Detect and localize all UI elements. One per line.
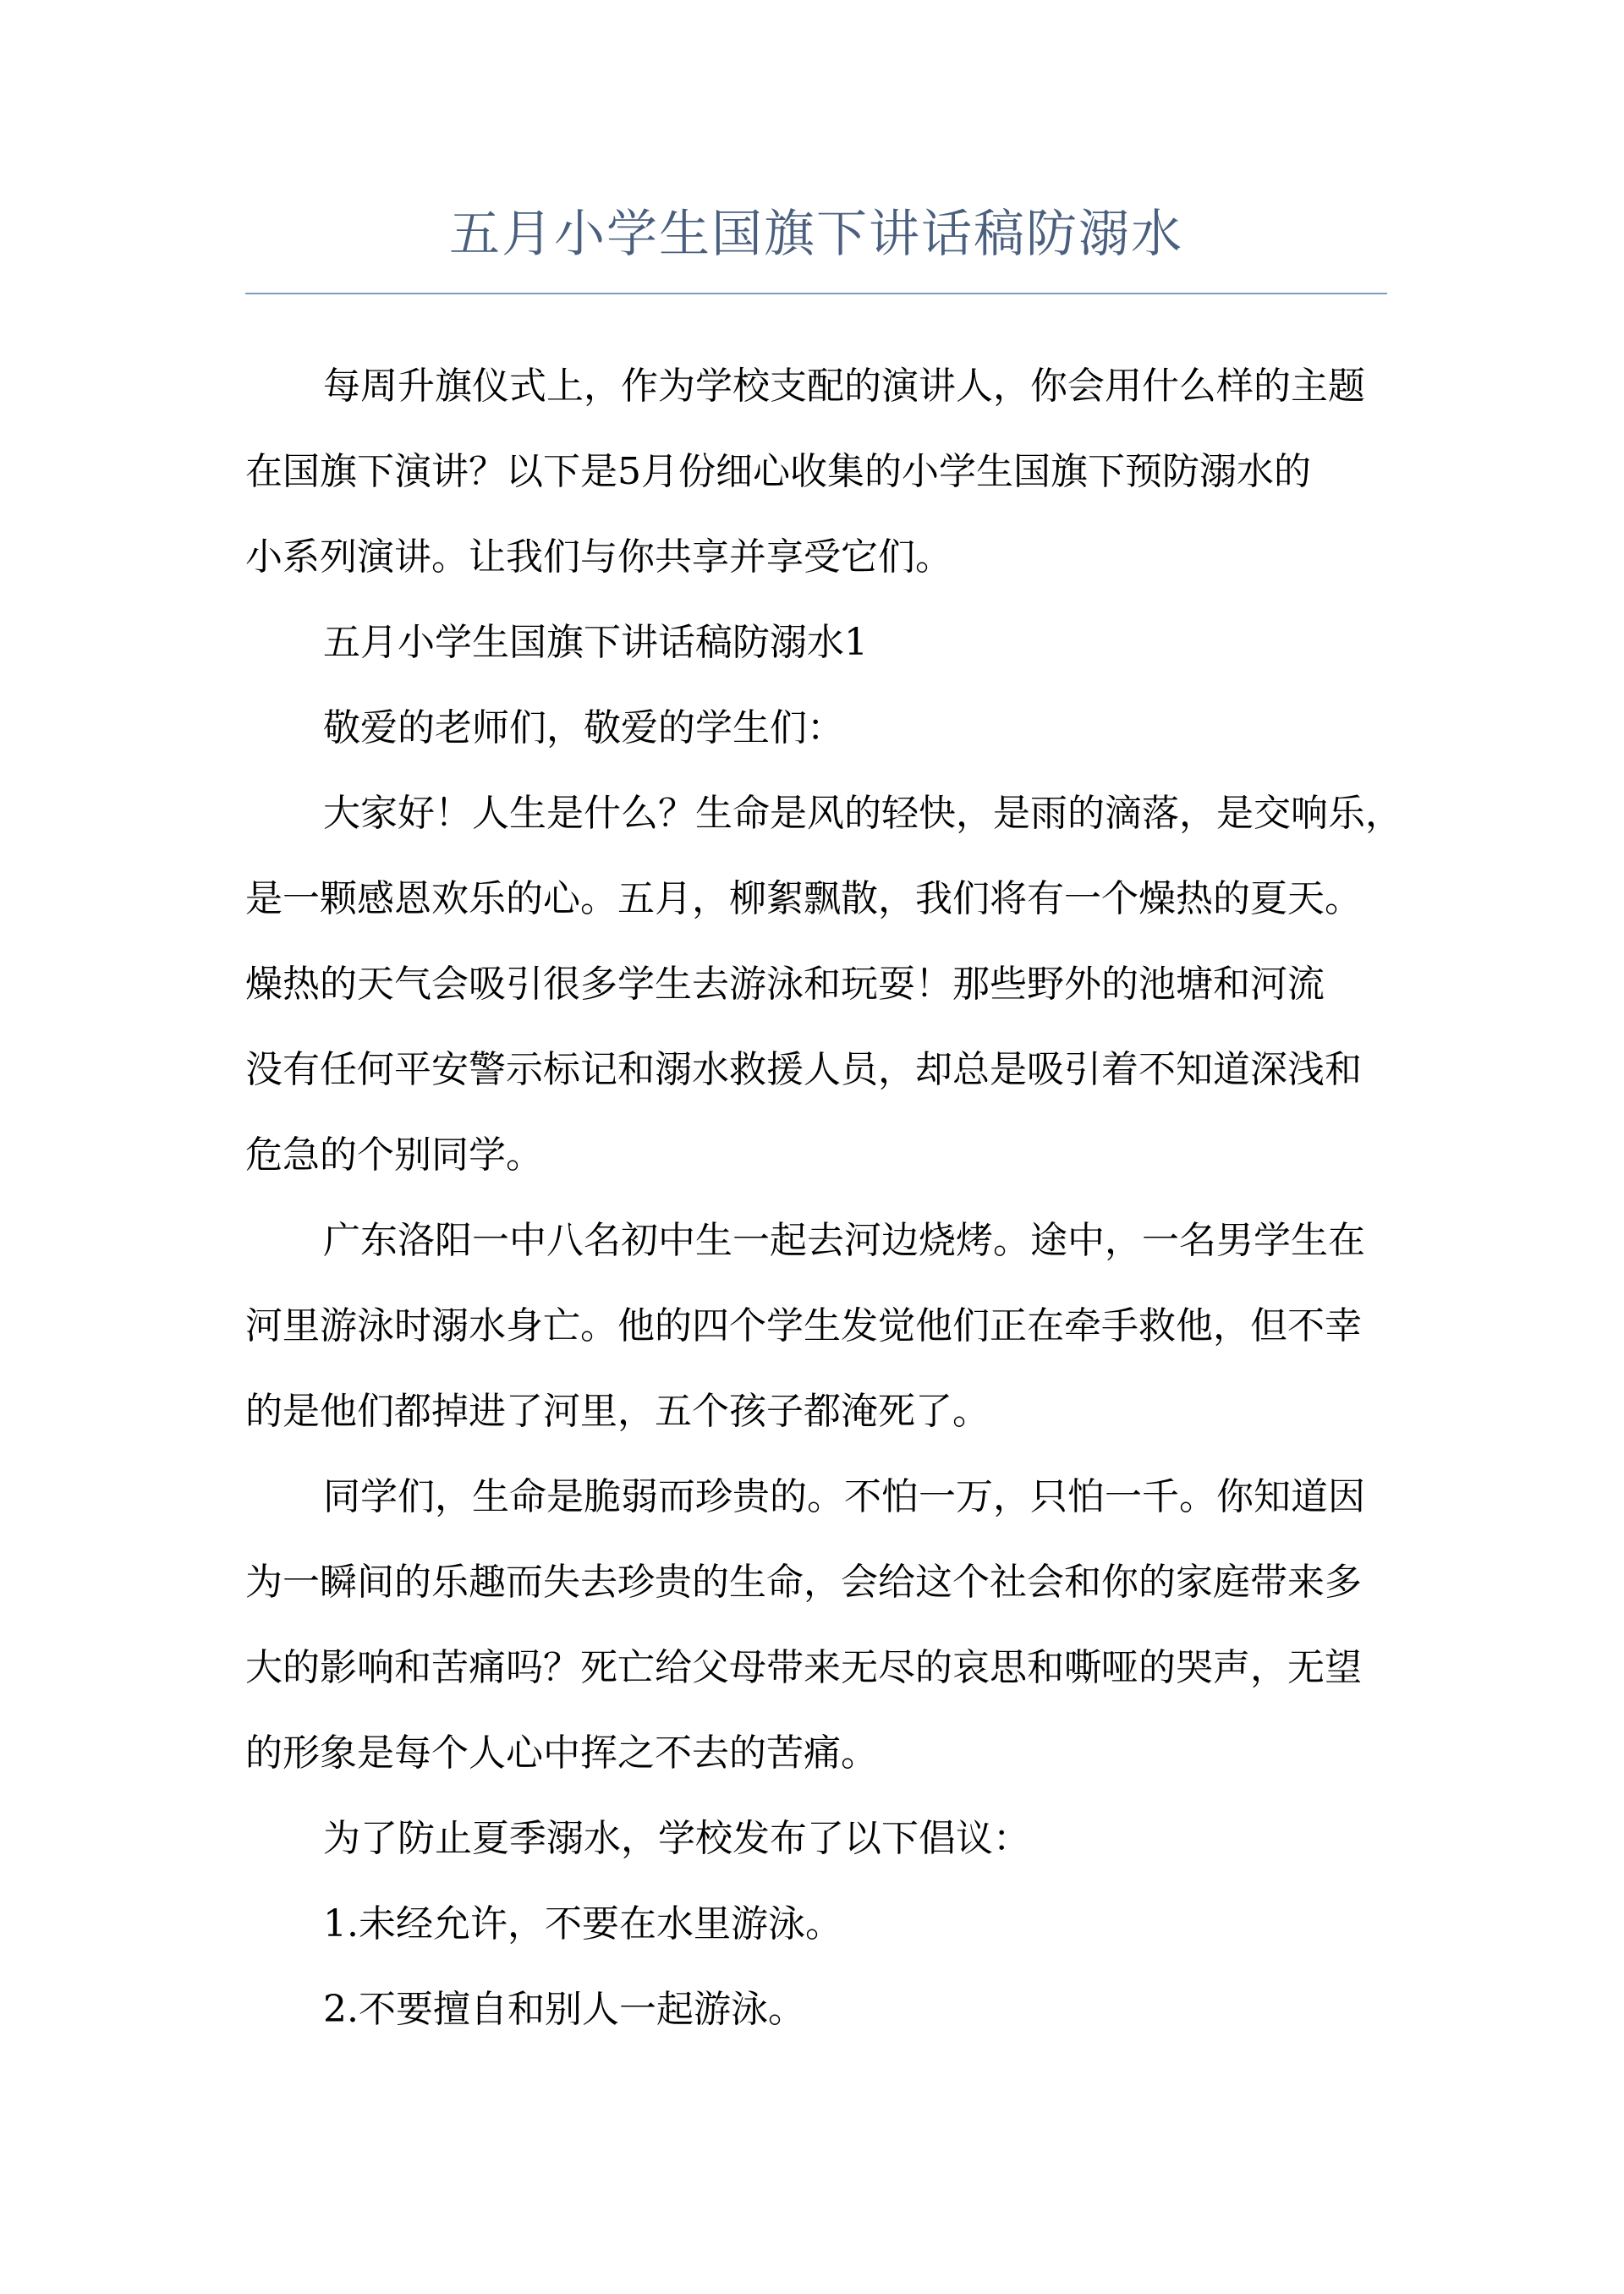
text-line: 1.未经允许，不要在水里游泳。 — [323, 1902, 842, 1946]
text-line: 没有任何平安警示标记和溺水救援人员，却总是吸引着不知道深浅和 — [245, 1048, 1362, 1091]
text-line: 同学们，生命是脆弱而珍贵的。不怕一万，只怕一千。你知道因 — [323, 1475, 1365, 1518]
text-line: 为了防止夏季溺水，学校发布了以下倡议： — [323, 1817, 1030, 1860]
paragraph-greeting — [245, 771, 1402, 1198]
document-title: 五月小学生国旗下讲话稿防溺水 — [449, 205, 1183, 264]
text-line: 小系列演讲。让我们与你共享并享受它们。 — [245, 535, 952, 579]
text-line: 在国旗下演讲？以下是5月份细心收集的小学生国旗下预防溺水的 — [245, 450, 1311, 493]
text-line: 为一瞬间的乐趣而失去珍贵的生命，会给这个社会和你的家庭带来多 — [245, 1561, 1362, 1604]
text-line: 每周升旗仪式上，作为学校支配的演讲人，你会用什么样的主题 — [323, 365, 1365, 408]
paragraph-proposal-intro — [245, 1796, 1396, 1881]
text-line: 危急的个别同学。 — [245, 1133, 543, 1177]
paragraph-salutation — [245, 685, 1396, 771]
text-line: 河里游泳时溺水身亡。他的四个学生发觉他们正在牵手救他，但不幸 — [245, 1304, 1362, 1347]
list-item-2 — [245, 1967, 1396, 2052]
text-line: 2.不要擅自和别人一起游泳。 — [323, 1988, 805, 2031]
paragraph-intro — [245, 343, 1396, 600]
text-line: 是一颗感恩欢乐的心。五月，柳絮飘散，我们将有一个燥热的夏天。 — [245, 877, 1362, 920]
paragraph-subtitle — [245, 600, 1396, 685]
document-body — [245, 343, 1402, 2052]
text-line: 敬爱的老师们，敬爱的学生们： — [323, 706, 844, 749]
paragraph-incident — [245, 1198, 1396, 1454]
title-divider — [245, 293, 1387, 294]
text-line: 的形象是每个人心中挥之不去的苦痛。 — [245, 1731, 878, 1775]
paragraph-reflection — [245, 1454, 1396, 1796]
text-line: 大家好！人生是什么？生命是风的轻快，是雨的滴落，是交响乐， — [323, 792, 1402, 835]
text-line: 燥热的天气会吸引很多学生去游泳和玩耍！那些野外的池塘和河流 — [245, 963, 1325, 1006]
list-item-1 — [245, 1881, 1396, 1967]
text-line: 五月小学生国旗下讲话稿防溺水1 — [323, 621, 868, 664]
text-line: 大的影响和苦痛吗？死亡给父母带来无尽的哀思和嘶哑的哭声，无望 — [245, 1646, 1362, 1689]
text-line: 的是他们都掉进了河里，五个孩子都淹死了。 — [245, 1390, 990, 1433]
text-line: 广东洛阳一中八名初中生一起去河边烧烤。途中，一名男学生在 — [323, 1219, 1365, 1262]
